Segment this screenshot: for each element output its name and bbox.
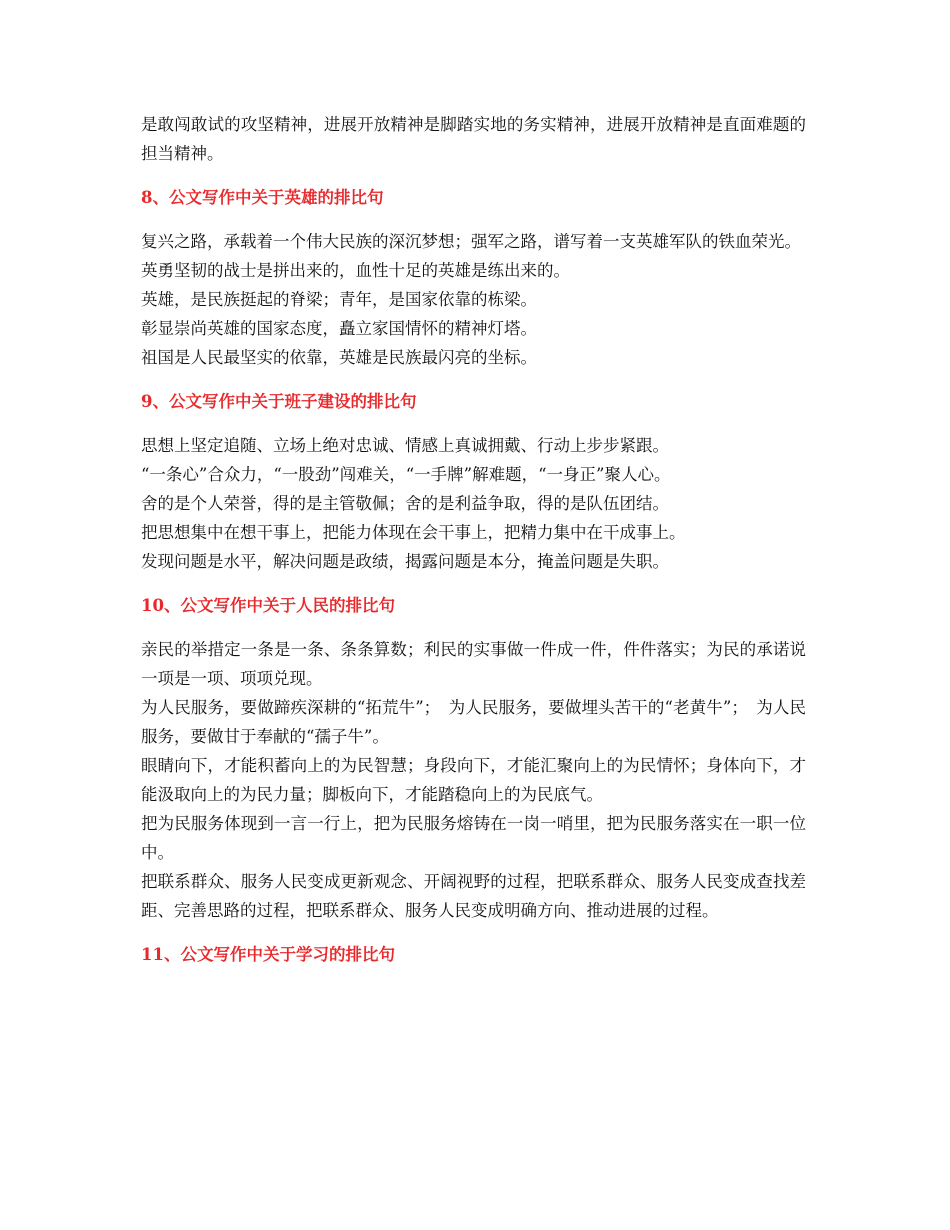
paragraph: 眼睛向下，才能积蓄向上的为民智慧；身段向下，才能汇聚向上的为民情怀；身体向下，才能汲取向上的为民力量；脚板向下，才能踏稳向上的为民底气。 xyxy=(141,756,806,804)
paragraph: 祖国是人民最坚实的依靠，英雄是民族最闪亮的坐标。 xyxy=(141,348,537,367)
paragraph: 把为民服务体现到一言一行上，把为民服务熔铸在一岗一哨里，把为民服务落实在一职一位中。 xyxy=(141,814,806,862)
paragraph: 思想上坚定追随、立场上绝对忠诚、情感上真诚拥戴、行动上步步紧跟。 xyxy=(141,436,669,455)
paragraph: 把思想集中在想干事上，把能力体现在会干事上，把精力集中在干成事上。 xyxy=(141,523,686,542)
paragraph: 为人民服务，要做蹄疾深耕的“拓荒牛”； 为人民服务，要做埋头苦干的“老黄牛”； 为人民服务，要做甘于奉献的“孺子牛”。 xyxy=(141,698,806,746)
paragraph: 舍的是个人荣誉，得的是主管敬佩；舍的是利益争取，得的是队伍团结。 xyxy=(141,494,669,513)
section-body-10 xyxy=(141,635,806,925)
paragraph: 英雄，是民族挺起的脊梁；青年，是国家依靠的栋梁。 xyxy=(141,290,537,309)
paragraph: 发现问题是水平，解决问题是政绩，揭露问题是本分，掩盖问题是失职。 xyxy=(141,552,669,571)
paragraph: 复兴之路，承载着一个伟大民族的深沉梦想；强军之路，谱写着一支英雄军队的铁血荣光。 xyxy=(141,232,801,251)
paragraph: 把联系群众、服务人民变成更新观念、开阔视野的过程，把联系群众、服务人民变成查找差距、完善思路的过程，把联系群众、服务人民变成明确方向、推动进展的过程。 xyxy=(141,872,806,920)
paragraph: 彰显崇尚英雄的国家态度，矗立家国情怀的精神灯塔。 xyxy=(141,319,537,338)
intro-paragraph: 是敢闯敢试的攻坚精神，进展开放精神是脚踏实地的务实精神，进展开放精神是直面难题的担当精神。 xyxy=(141,115,806,163)
section-body-9 xyxy=(141,431,806,576)
section-body-8 xyxy=(141,227,806,372)
paragraph: 英勇坚韧的战士是拼出来的，血性十足的英雄是练出来的。 xyxy=(141,261,570,280)
section-heading-11: 11、公文写作中关于学习的排比句 xyxy=(141,945,395,964)
document-page xyxy=(141,110,806,969)
section-heading-10: 10、公文写作中关于人民的排比句 xyxy=(141,596,395,615)
section-heading-8: 8、公文写作中关于英雄的排比句 xyxy=(141,188,384,207)
section-heading-9: 9、公文写作中关于班子建设的排比句 xyxy=(141,392,417,411)
paragraph: “一条心”合众力，“一股劲”闯难关，“一手牌”解难题，“一身正”聚人心。 xyxy=(141,465,671,484)
paragraph: 亲民的举措定一条是一条、条条算数；利民的实事做一件成一件，件件落实；为民的承诺说一项是一项、项项兑现。 xyxy=(141,640,806,688)
